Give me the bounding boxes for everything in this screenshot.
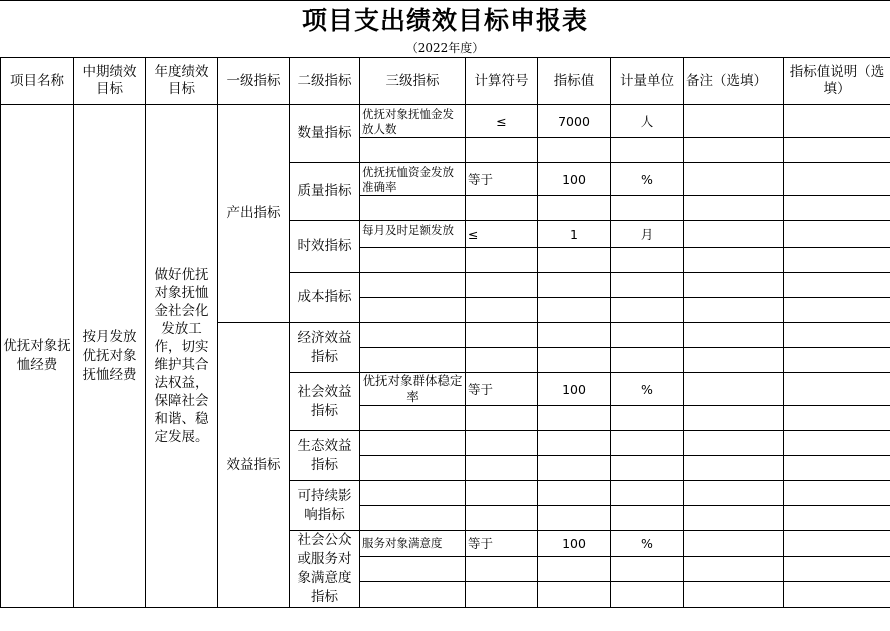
indicator-value: 1 [538, 221, 611, 248]
header-level3: 三级指标 [360, 58, 466, 105]
level2-economic: 经济效益指标 [290, 323, 360, 373]
indicator-name: 服务对象满意度 [360, 531, 466, 557]
desc-cell [784, 163, 890, 196]
header-row [1, 58, 890, 105]
header-value: 指标值 [538, 58, 611, 105]
level2-timeliness: 时效指标 [290, 221, 360, 273]
header-desc: 指标值说明（选填） [784, 58, 890, 105]
level2-social: 社会效益指标 [290, 373, 360, 431]
level2-quality: 质量指标 [290, 163, 360, 221]
level2-ecological: 生态效益指标 [290, 431, 360, 481]
indicator-unit: 人 [611, 105, 684, 138]
remark-cell [684, 163, 784, 196]
indicator-name: 每月及时足额发放 [360, 221, 466, 248]
header-mid-goal: 中期绩效目标 [74, 58, 146, 105]
desc-cell [784, 531, 890, 557]
indicator-unit: 月 [611, 221, 684, 248]
indicator-name: 优抚对象抚恤金发放人数 [360, 105, 466, 138]
indicator-name: 优抚对象群体稳定率 [360, 373, 466, 406]
level2-quantity: 数量指标 [290, 105, 360, 163]
header-year-goal: 年度绩效目标 [146, 58, 218, 105]
remark-cell [684, 105, 784, 138]
indicator-symbol: 等于 [466, 373, 538, 406]
indicator-symbol: 等于 [466, 531, 538, 557]
header-project-name: 项目名称 [1, 58, 74, 105]
remark-cell [684, 531, 784, 557]
remark-cell [684, 221, 784, 248]
indicator-name: 优抚抚恤资金发放准确率 [360, 163, 466, 196]
indicator-unit: % [611, 163, 684, 196]
desc-cell [784, 221, 890, 248]
desc-cell [784, 105, 890, 138]
level2-cost: 成本指标 [290, 273, 360, 323]
table-row [1, 105, 890, 138]
header-level2: 二级指标 [290, 58, 360, 105]
indicator-symbol: 等于 [466, 163, 538, 196]
header-unit: 计量单位 [611, 58, 684, 105]
page-title: 项目支出绩效目标申报表 [301, 6, 588, 35]
header-level1: 一级指标 [218, 58, 290, 105]
remark-cell [684, 373, 784, 406]
header-symbol: 计算符号 [466, 58, 538, 105]
indicator-symbol: ≤ [466, 105, 538, 138]
indicator-unit: % [611, 531, 684, 557]
indicator-value: 100 [538, 531, 611, 557]
project-name-cell: 优抚对象抚恤经费 [1, 105, 74, 608]
level2-satisfaction: 社会公众或服务对象满意度指标 [290, 531, 360, 608]
indicator-value: 100 [538, 373, 611, 406]
indicator-value: 100 [538, 163, 611, 196]
year-goal-cell: 做好优抚对象抚恤金社会化发放工作，切实维护其合法权益，保障社会和谐、稳定发展。 [146, 105, 218, 608]
level1-benefit: 效益指标 [218, 323, 290, 608]
header-remark: 备注（选填） [684, 58, 784, 105]
desc-cell [784, 373, 890, 406]
mid-goal-cell: 按月发放优抚对象抚恤经费 [74, 105, 146, 608]
page-subtitle: （2022年度） [405, 41, 485, 55]
indicator-value: 7000 [538, 105, 611, 138]
level1-output: 产出指标 [218, 105, 290, 323]
indicator-symbol: ≤ [466, 221, 538, 248]
indicator-unit: % [611, 373, 684, 406]
performance-table [0, 57, 890, 608]
level2-sustainable: 可持续影响指标 [290, 481, 360, 531]
